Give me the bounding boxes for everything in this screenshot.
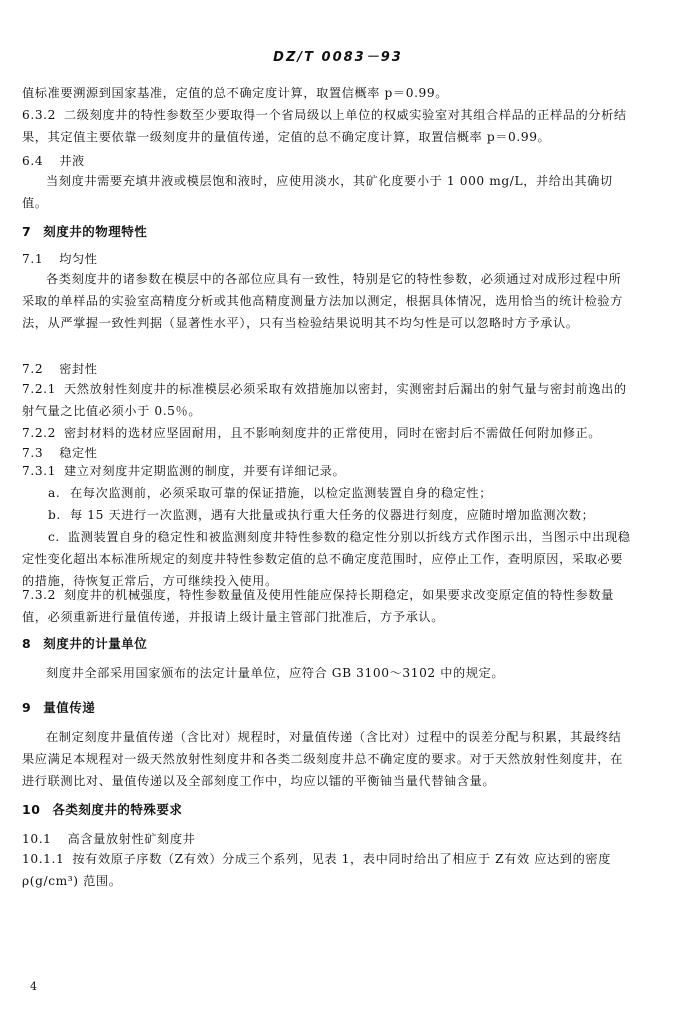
page-header: DZ/T 0083－93 xyxy=(273,50,403,65)
clause-text: 建立对刻度井定期监测的制度，并要有详细记录。 xyxy=(64,464,346,478)
section-7-heading xyxy=(22,222,147,240)
clause-number: 6.3.2 xyxy=(22,108,57,122)
clause-7-2-1 xyxy=(22,378,634,422)
list-item-b xyxy=(22,504,634,526)
list-marker: c. xyxy=(48,530,60,544)
clause-7-3-heading xyxy=(22,444,98,461)
clause-number: 7.2.1 xyxy=(22,382,57,396)
list-marker: b. xyxy=(48,508,61,522)
clause-7-3-1 xyxy=(22,460,634,482)
clause-number: 7.2.2 xyxy=(22,426,57,440)
list-text: 每 15 天进行一次监测，遇有大批量或执行重大任务的仪器进行刻度，应随时增加监测次数； xyxy=(70,508,595,522)
clause-7-1-text: 各类刻度井的诸参数在模层中的各部位应具有一致性，特别是它的特性参数，必须通过对成形过程中所采取的单样品的实验室高精度分析或其他高精度测量方法加以测定，根据具体情况，选用恰当的统计检验方法，从严掌握一致性判据（显著性水平），只有当检验结果说明其不均匀性是可以忽略时方予承认。 xyxy=(22,272,624,330)
list-item-a xyxy=(22,482,634,504)
clause-number: 7.1 xyxy=(22,252,44,266)
clause-7-1-heading xyxy=(22,250,98,267)
section-title: 刻度井的物理特性 xyxy=(43,224,148,239)
list-text: 在每次监测前，必须采取可靠的保证措施，以检定监测装置自身的稳定性； xyxy=(70,486,492,500)
section-title: 各类刻度井的特殊要求 xyxy=(52,802,183,817)
clause-number: 7.3 xyxy=(22,446,44,460)
clause-text: 刻度井的机械强度，特性参数量值及使用性能应保持长期稳定，如果要求改变原定值的特性参数量值，必须重新进行量值传递，并报请上级计量主管部门批准后，方予承认。 xyxy=(22,588,614,624)
clause-title: 稳定性 xyxy=(59,446,98,460)
list-marker: a. xyxy=(48,486,61,500)
section-9-text: 在制定刻度井量值传递（含比对）规程时，对量值传递（含比对）过程中的误差分配与积累，其最终结果应满足本规程对一级天然放射性刻度井和各类二级刻度井总不确定度的要求。对于天然放射性刻度井，在进行联测比对、量值传递以及全部刻度工作中，均应以镭的平衡铀当量代替铀含量。 xyxy=(22,730,624,788)
clause-text: 天然放射性刻度井的标准模层必须采取有效措施加以密封，实测密封后漏出的射气量与密封前逸出的射气量之比值必须小于 0.5％。 xyxy=(22,382,627,418)
page-number: 4 xyxy=(30,980,37,993)
section-10-heading xyxy=(22,800,182,818)
section-8-text: 刻度井全部采用国家颁布的法定计量单位，应符合 GB 3100～3102 中的规定。 xyxy=(46,666,505,680)
clause-7-3-2 xyxy=(22,584,634,628)
section-number: 7 xyxy=(22,224,32,239)
clause-text: 密封材料的选材应坚固耐用，且不影响刻度井的正常使用，同时在密封后不需做任何附加修正。 xyxy=(64,426,602,440)
clause-number: 10.1.1 xyxy=(22,852,65,866)
clause-number: 6.4 xyxy=(22,154,44,168)
section-8-heading xyxy=(22,634,147,652)
clause-title: 高含量放射性矿刻度井 xyxy=(67,832,196,846)
clause-7-2-heading xyxy=(22,360,98,377)
section-title: 量值传递 xyxy=(43,700,96,715)
clause-6-4-heading xyxy=(22,152,85,169)
clause-number: 10.1 xyxy=(22,832,52,846)
clause-number: 7.2 xyxy=(22,362,44,376)
section-number: 8 xyxy=(22,636,32,651)
clause-title: 密封性 xyxy=(59,362,98,376)
clause-number: 7.3.2 xyxy=(22,588,57,602)
clause-title: 井液 xyxy=(59,154,85,168)
list-text: 监测装置自身的稳定性和被监测刻度井特性参数的稳定性分别以折线方式作图示出，当图示中出现稳定性变化超出本标准所规定的刻度井特性参数定值的总不确定度范围时，应停止工作，查明原因，采取必要的措施，待恢复正常后，方可继续投入使用。 xyxy=(22,530,631,588)
clause-10-1-heading xyxy=(22,830,195,847)
section-title: 刻度井的计量单位 xyxy=(43,636,148,651)
clause-6-4-text: 当刻度井需要充填井液或模层饱和液时，应使用淡水，其矿化度要小于 1 000 mg/L，并给出其确切值。 xyxy=(22,174,613,210)
clause-text: 按有效原子序数（Z有效）分成三个系列，见表 1，表中同时给出了相应于 Z有效 应达到的密度 ρ(g/cm³) 范围。 xyxy=(22,852,611,888)
section-9-heading xyxy=(22,698,95,716)
clause-text: 二级刻度井的特性参数至少要取得一个省局级以上单位的权威实验室对其组合样品的正样品的分析结果，其定值主要依靠一级刻度井的量值传递，定值的总不确定度计算，取置信概率 p＝0.99。 xyxy=(22,108,627,144)
clause-6-3-2 xyxy=(22,104,634,148)
section-number: 10 xyxy=(22,802,41,817)
section-number: 9 xyxy=(22,700,32,715)
clause-10-1-1 xyxy=(22,848,634,892)
clause-number: 7.3.1 xyxy=(22,464,57,478)
continued-paragraph: 值标准要溯源到国家基准，定值的总不确定度计算，取置信概率 p＝0.99。 xyxy=(22,86,449,100)
list-item-c xyxy=(22,526,634,592)
clause-title: 均匀性 xyxy=(59,252,98,266)
clause-7-2-2 xyxy=(22,422,634,444)
